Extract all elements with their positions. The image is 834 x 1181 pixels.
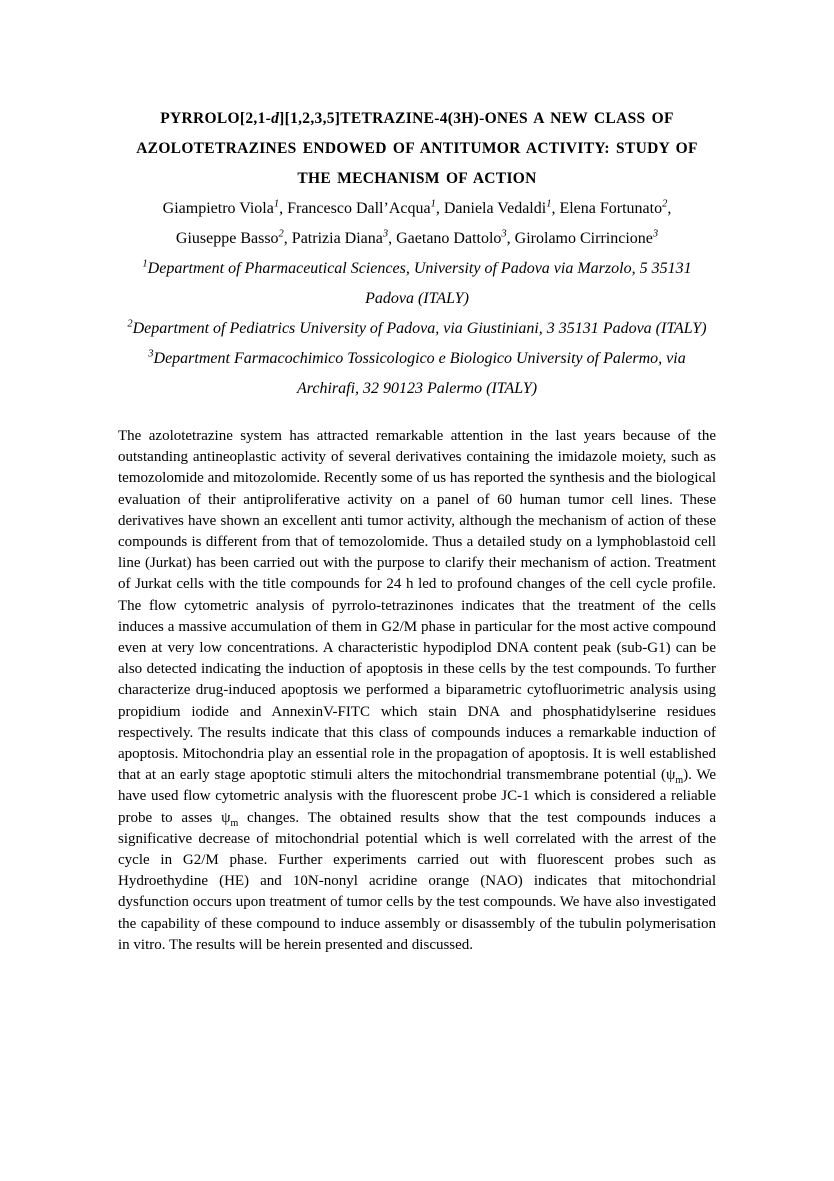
author-affiliation-ref: 1 [430, 198, 436, 210]
author-affiliation-ref: 1 [273, 198, 280, 210]
affiliation-list [118, 254, 716, 404]
author-separator: , [667, 200, 672, 217]
author-affiliation-ref: 2 [278, 228, 284, 240]
title-segment: ][1,2,3,5]TETRAZINE-4(3H)-ONES A NEW CLASS OF [279, 110, 674, 127]
author-name: Francesco Dall’Acqua [287, 200, 431, 217]
author-affiliation-ref: 3 [382, 228, 389, 240]
affiliation-number: 1 [142, 258, 148, 270]
author-name: Gaetano Dattolo [396, 230, 502, 247]
affiliation-1 [118, 254, 716, 314]
abstract-text: ). We have used flow cytometric analysis with the fluorescent probe JC-1 which is considered a reliable probe to asses ψ [118, 767, 716, 826]
author-separator: , [551, 200, 560, 217]
author-affiliation-ref: 3 [501, 228, 507, 240]
author-name: Giuseppe Basso [175, 230, 279, 247]
author-list [118, 194, 716, 254]
title-line-3: THE MECHANISM OF ACTION [297, 170, 537, 187]
author-name: Elena Fortunato [559, 200, 663, 217]
abstract-paragraph [118, 426, 716, 956]
author-name: Daniela Vedaldi [443, 200, 547, 217]
affiliation-text: Department of Pharmaceutical Sciences, University of Padova via Marzolo, 5 35131 Padova (ITALY) [147, 260, 692, 307]
author-affiliation-ref: 3 [652, 228, 659, 240]
author-separator: , [388, 230, 397, 247]
affiliation-number: 2 [127, 318, 133, 330]
paper-title [118, 104, 716, 194]
psi-m-subscript: m [230, 817, 239, 829]
author-name: Giampietro Viola [162, 200, 274, 217]
author-name: Patrizia Diana [291, 230, 383, 247]
psi-m-subscript: m [675, 775, 684, 787]
author-separator: , [506, 230, 515, 247]
title-segment: PYRROLO[2,1- [160, 110, 272, 127]
author-separator: , [279, 200, 288, 217]
author-affiliation-ref: 2 [662, 198, 668, 210]
affiliation-2 [118, 314, 716, 344]
title-italic-d: d [271, 110, 280, 127]
author-separator: , [435, 200, 444, 217]
abstract-text: changes. The obtained results show that the test compounds induces a significative decrease of mitochondrial potential which is well correlated with the arrest of the cycle in G2/M phase. Further experiments carried out with fluorescent probes such as Hydroethydine (HE) and 10N-nonyl acridine orange (NAO) indicates that mitochondrial dysfunction occurs upon treatment of tumor cells by the test compounds. We have also investigated the capability of these compound to induce assembly or disassembly of the tubulin polymerisation in vitro. The results will be herein presented and discussed. [118, 809, 716, 953]
abstract-text: The azolotetrazine system has attracted remarkable attention in the last years because of the outstanding antineoplastic activity of several derivatives containing the imidazole moiety, such as temozolomide and mitozolomide. Recently some of us has reported the synthesis and the biological evaluation of their antiproliferative activity on a panel of 60 human tumor cell lines. These derivatives have shown an excellent anti tumor activity, although the mechanism of action of these compounds is different from that of temozolomide. Thus a detailed study on a lymphoblastoid cell line (Jurkat) has been carried out with the purpose to clarify their mechanism of action. Treatment of Jurkat cells with the title compounds for 24 h led to profound changes of the cell cycle profile. The flow cytometric analysis of pyrrolo-tetrazinones indicates that the treatment of the cells induces a massive accumulation of them in G2/M phase in particular for the most active compound even at very low concentrations. A characteristic hypodiplod DNA content peak (sub-G1) can be also detected indicating the induction of apoptosis in these cells by the test compounds. To further characterize drug-induced apoptosis we performed a biparametric cytofluorimetric analysis using propidium iodide and AnnexinV-FITC which stain DNA and phosphatidylserine residues respectively. The results indicate that this class of compounds induces a remarkable induction of apoptosis. Mitochondria play an essential role in the propagation of apoptosis. It is well established that at an early stage apoptotic stimuli alters the mitochondrial transmembrane potential (ψ [118, 428, 716, 784]
affiliation-3 [118, 344, 716, 404]
author-separator: , [283, 230, 292, 247]
title-line-2: AZOLOTETRAZINES ENDOWED OF ANTITUMOR ACTIVITY: STUDY OF [136, 140, 698, 157]
affiliation-text: Department Farmacochimico Tossicologico e Biologico University of Palermo, via Archirafi, 32 90123 Palermo (ITALY) [153, 350, 686, 397]
title-line-1 [118, 104, 716, 134]
affiliation-number: 3 [148, 348, 154, 360]
author-name: Girolamo Cirrincione [514, 230, 653, 247]
author-affiliation-ref: 1 [546, 198, 552, 210]
affiliation-text: Department of Pediatrics University of Padova, via Giustiniani, 3 35131 Padova (ITALY) [132, 320, 707, 337]
